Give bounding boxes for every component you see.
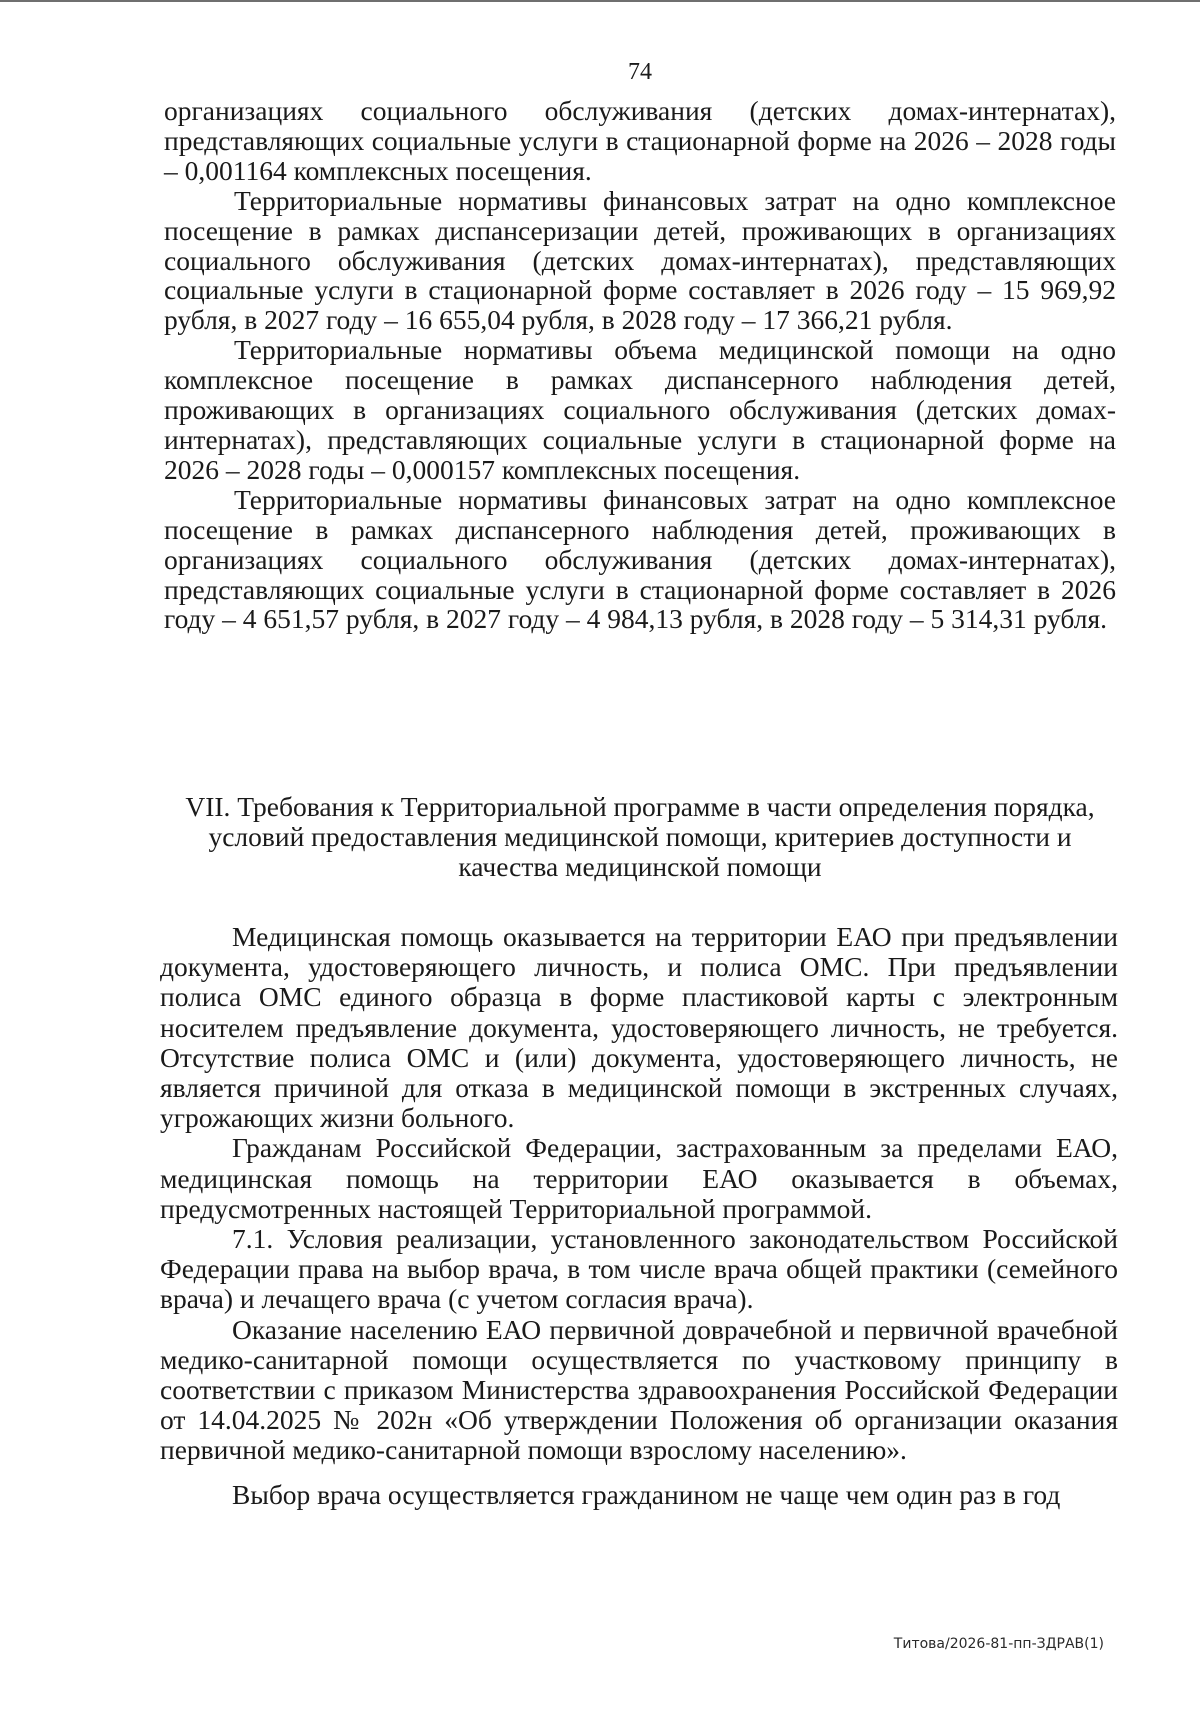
section-heading [164, 792, 1116, 882]
section-heading-line-2: условий предоставления медицинской помощи, критериев доступности и [208, 821, 1072, 852]
paragraph-medical-care-provision: Медицинская помощь оказывается на территории ЕАО при предъявлении документа, удостоверяющего личность, и полиса ОМС. При предъявлении полиса ОМС единого образца в форме пластиковой карты с электронным носителем предъявление документа, удостоверяющего личность, не требуется. Отсутствие полиса ОМС и (или) документа, удостоверяющего личность, не является причиной для отказа в медицинской помощи в экстренных случаях, угрожающих жизни больного. [160, 921, 1118, 1134]
document-registration-tag: Титова/2026-81-пп-ЗДРАВ(1) [893, 1636, 1104, 1652]
continued-paragraph: организациях социального обслуживания (детских домах-интернатах), представляющих социальные услуги в стационарной форме на 2026 – 2028 годы – 0,001164 комплексных посещения. [164, 95, 1116, 186]
paragraph-primary-care-principle: Оказание населению ЕАО первичной доврачебной и первичной врачебной медико-санитарной помощи осуществляется по участковому принципу в соответствии с приказом Министерства здравоохранения Российской Федерации от 14.04.2025 № 202н «Об утверждении Положения об организации оказания первичной медико-санитарной помощи взрослому населению». [160, 1313, 1118, 1466]
scan-top-edge [0, 0, 1200, 2]
paragraph-volume-dispensary-observation: Территориальные нормативы объема медицинской помощи на одно комплексное посещение в рамках диспансерного наблюдения детей, проживающих в организациях социального обслуживания (детских домах-интернатах), представляющих социальные услуги в стационарной форме на 2026 – 2028 годы – 0,000157 комплексных посещения. [164, 334, 1116, 485]
paragraph-financial-costs-dispanserization: Территориальные нормативы финансовых затрат на одно комплексное посещение в рамках диспансеризации детей, проживающих в организациях социального обслуживания (детских домах-интернатах), представляющих социальные услуги в стационарной форме составляет в 2026 году – 15 969,92 рубля, в 2027 году – 16 655,04 рубля, в 2028 году – 17 366,21 рубля. [164, 184, 1116, 336]
page-number: 74 [628, 59, 652, 85]
paragraph-doctor-choice-frequency: Выбор врача осуществляется гражданином не чаще чем один раз в год [232, 1478, 1061, 1510]
paragraph-insured-outside-eao: Гражданам Российской Федерации, застрахованным за пределами ЕАО, медицинская помощь на территории ЕАО оказывается в объемах, предусмотренных настоящей Территориальной программой. [160, 1132, 1118, 1224]
paragraph-7-1-choice-of-doctor: 7.1. Условия реализации, установленного законодательством Российской Федерации права на выбор врача, в том числе врача общей практики (семейного врача) и лечащего врача (с учетом согласия врача). [160, 1223, 1118, 1315]
section-heading-line-3: качества медицинской помощи [458, 851, 822, 882]
section-heading-line-1: VII. Требования к Территориальной программе в части определения порядка, [185, 791, 1095, 822]
body-text-upper [164, 96, 1116, 634]
body-text-lower [160, 922, 1118, 1510]
paragraph-financial-costs-dispensary-observation: Территориальные нормативы финансовых затрат на одно комплексное посещение в рамках диспансерного наблюдения детей, проживающих в организациях социального обслуживания (детских домах-интернатах), представляющих социальные услуги в стационарной форме составляет в 2026 году – 4 651,57 рубля, в 2027 году – 4 984,13 рубля, в 2028 году – 5 314,31 рубля. [164, 483, 1116, 635]
